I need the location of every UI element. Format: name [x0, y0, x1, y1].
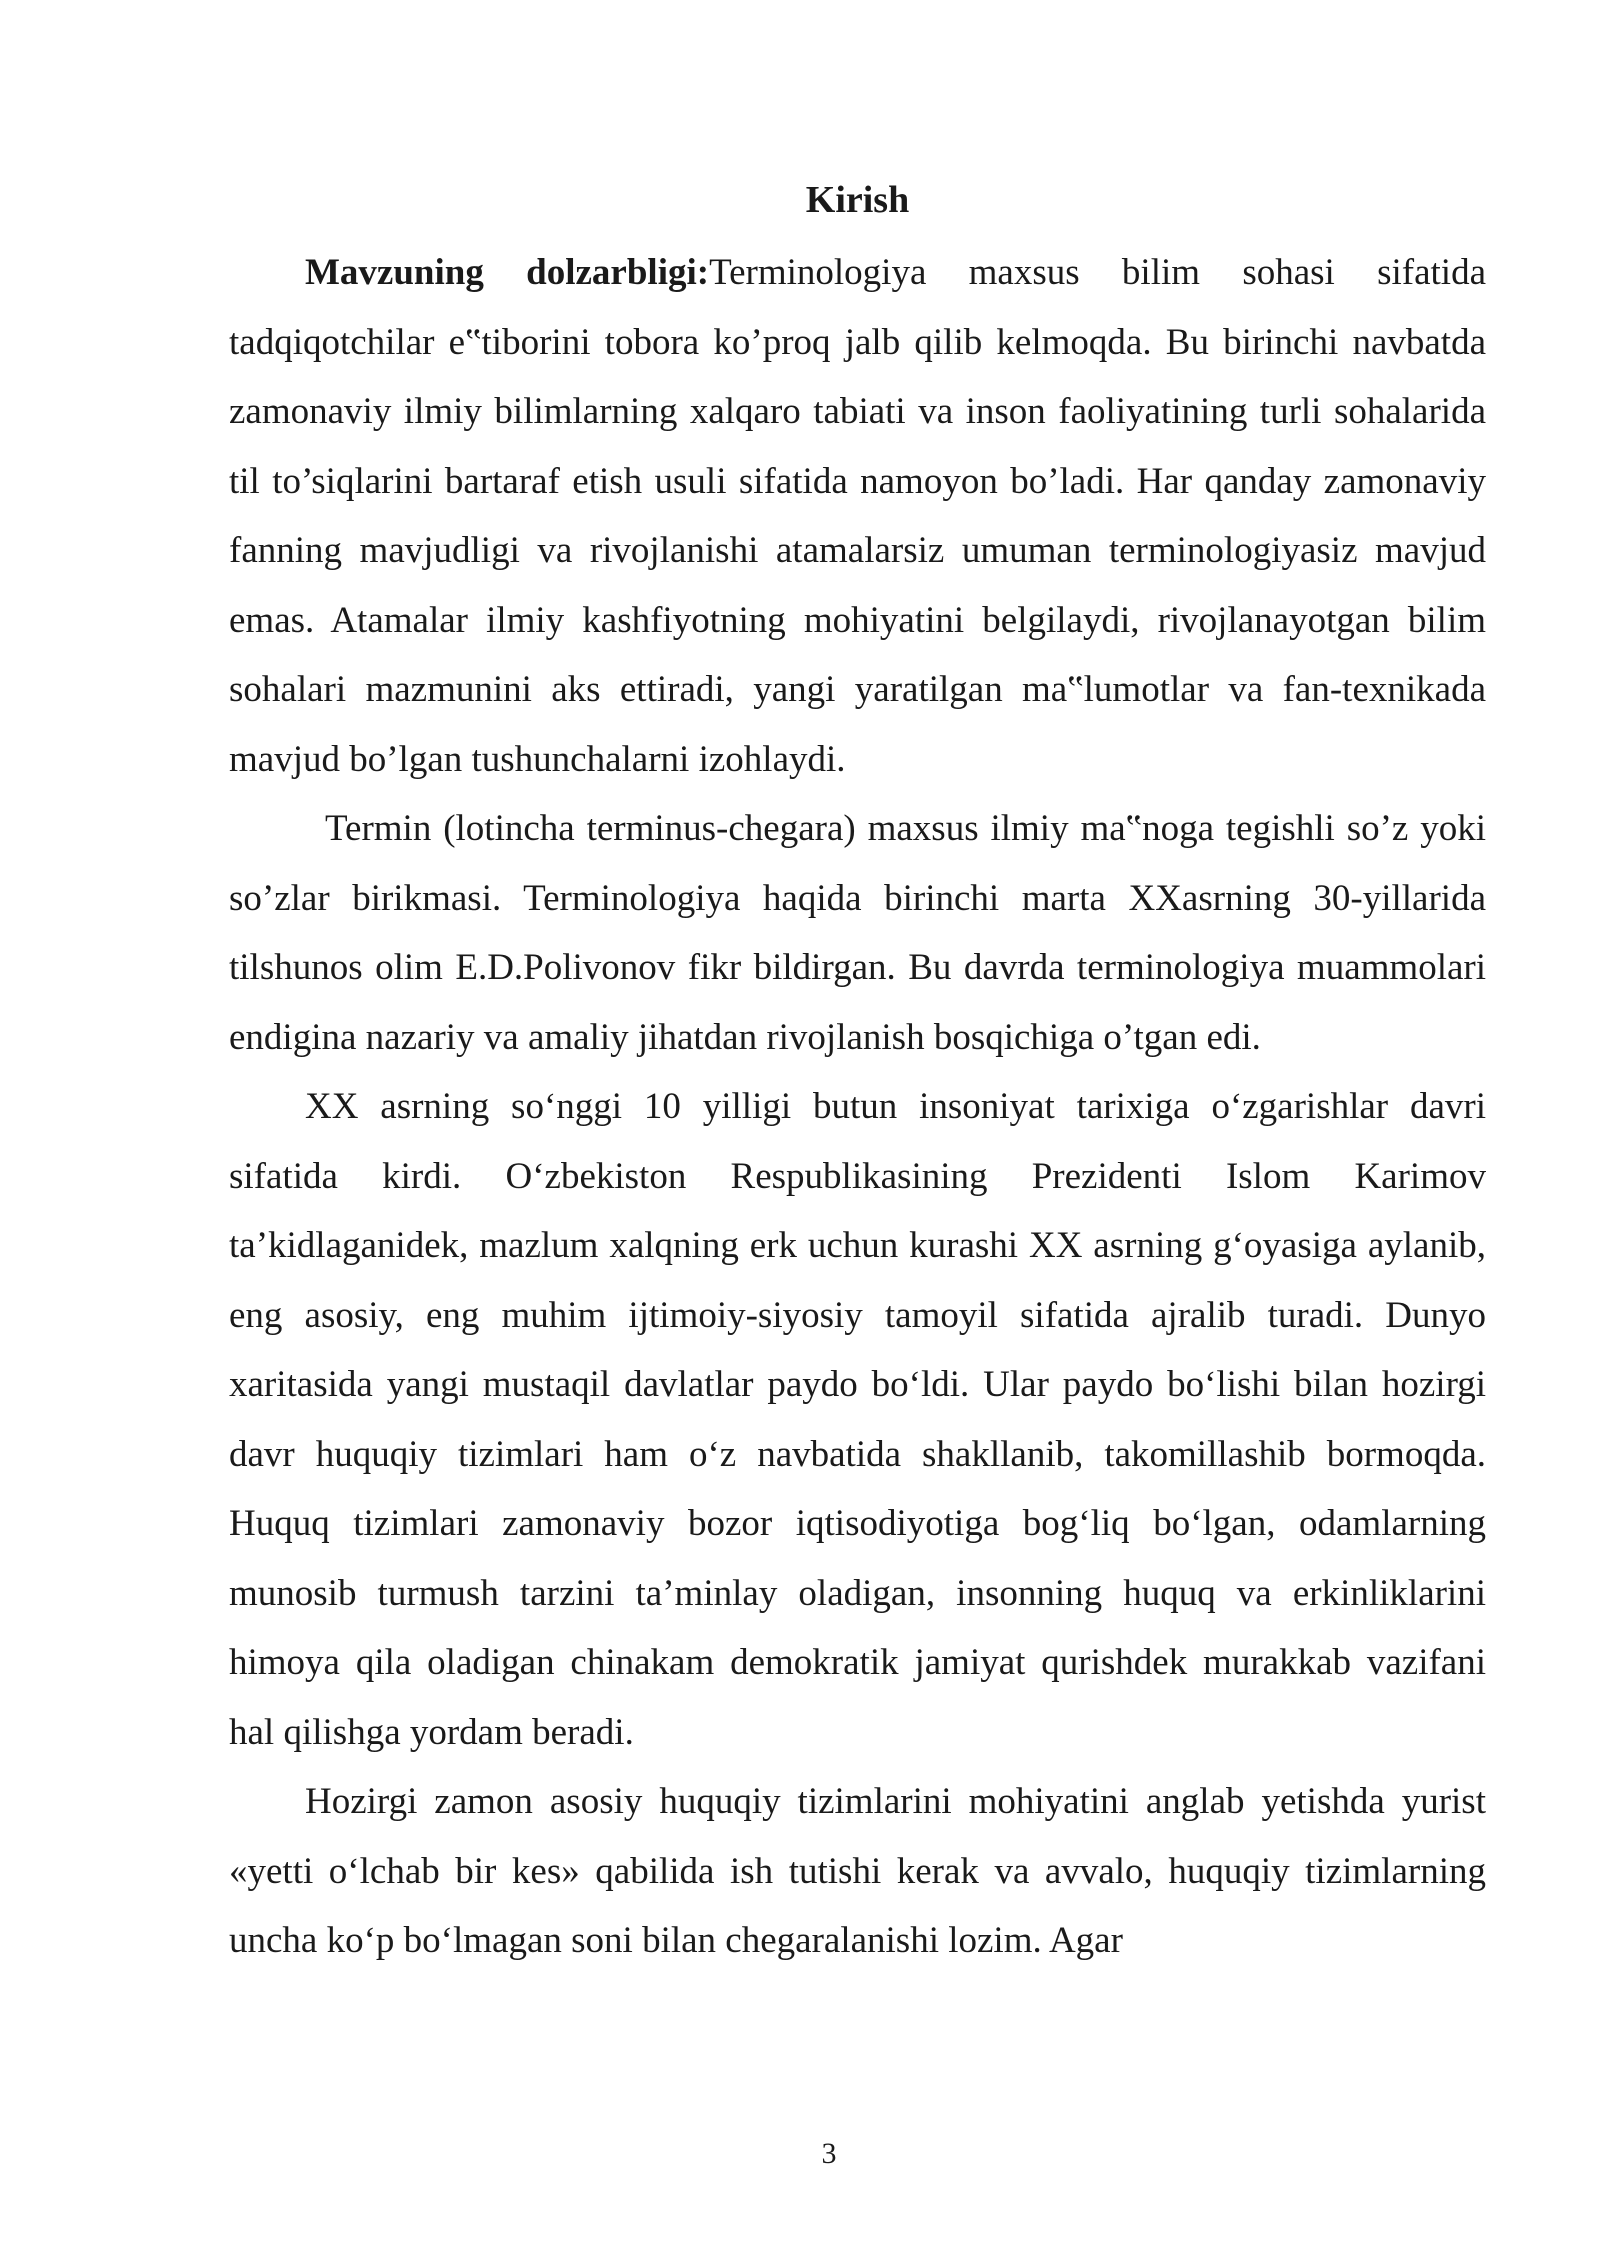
- paragraph-relevance: [229, 238, 1486, 794]
- document-title: Kirish: [805, 179, 910, 221]
- paragraph-term-definition: Termin (lotincha terminus-chegara) maxsus ilmiy ma‟noga tegishli so’z yoki so’zlar birikmasi. Terminologiya haqida birinchi marta XXasrning 30-yillarida tilshunos olim E.D.Polivonov fikr bildirgan. Bu davrda terminologiya muammolari endigina nazariy va amaliy jihatdan rivojlanish bosqichiga o’tgan edi.: [229, 808, 1486, 1058]
- paragraph-history: XX asrning so‘nggi 10 yilligi butun insoniyat tarixiga o‘zgarishlar davri sifatida kirdi. O‘zbekiston Respublikasining Prezidenti Islom Karimov ta’kidlaganidek, mazlum xalqning erk uchun kurashi XX asrning g‘oyasiga aylanib, eng asosiy, eng muhim ijtimoiy-siyosiy tamoyil sifatida ajralib turadi. Dunyo xaritasida yangi mustaqil davlatlar paydo bo‘ldi. Ular paydo bo‘lishi bilan hozirgi davr huquqiy tizimlari ham o‘z navbatida shakllanib, takomillashib bormoqda. Huquq tizimlari zamonaviy bozor iqtisodiyotiga bog‘liq bo‘lgan, odamlarning munosib turmush tarzini ta’minlay oladigan, insonning huquq va erkinliklarini himoya qila oladigan chinakam demokratik jamiyat qurishdek murakkab vazifani hal qilishga yordam beradi.: [229, 1086, 1486, 1753]
- paragraph-text: Terminologiya maxsus bilim sohasi sifatida tadqiqotchilar e‟tiborini tobora ko’proq jalb qilib kelmoqda. Bu birinchi navbatda zamonaviy ilmiy bilimlarning xalqaro tabiati va inson faoliyatining turli sohalarida til to’siqlarini bartaraf etish usuli sifatida namoyon bo’ladi. Har qanday zamonaviy fanning mavjudligi va rivojlanishi atamalarsiz umuman terminologiyasiz mavjud emas. Atamalar ilmiy kashfiyotning mohiyatini belgilaydi, rivojlanayotgan bilim sohalari mazmunini aks ettiradi, yangi yaratilgan ma‟lumotlar va fan-texnikada mavjud bo’lgan tushunchalarni izohlaydi.: [229, 252, 1486, 780]
- document-page: [229, 170, 1486, 1976]
- paragraph-legal-systems: Hozirgi zamon asosiy huquqiy tizimlarini mohiyatini anglab yetishda yurist «yetti o‘lchab bir kes» qabilida ish tutishi kerak va avvalo, huquqiy tizimlarning uncha ko‘p bo‘lmagan soni bilan chegaralanishi lozim. Agar: [229, 1781, 1486, 1961]
- page-number: 3: [821, 2137, 837, 2170]
- paragraph-lead: Mavzuning dolzarbligi:: [305, 252, 710, 293]
